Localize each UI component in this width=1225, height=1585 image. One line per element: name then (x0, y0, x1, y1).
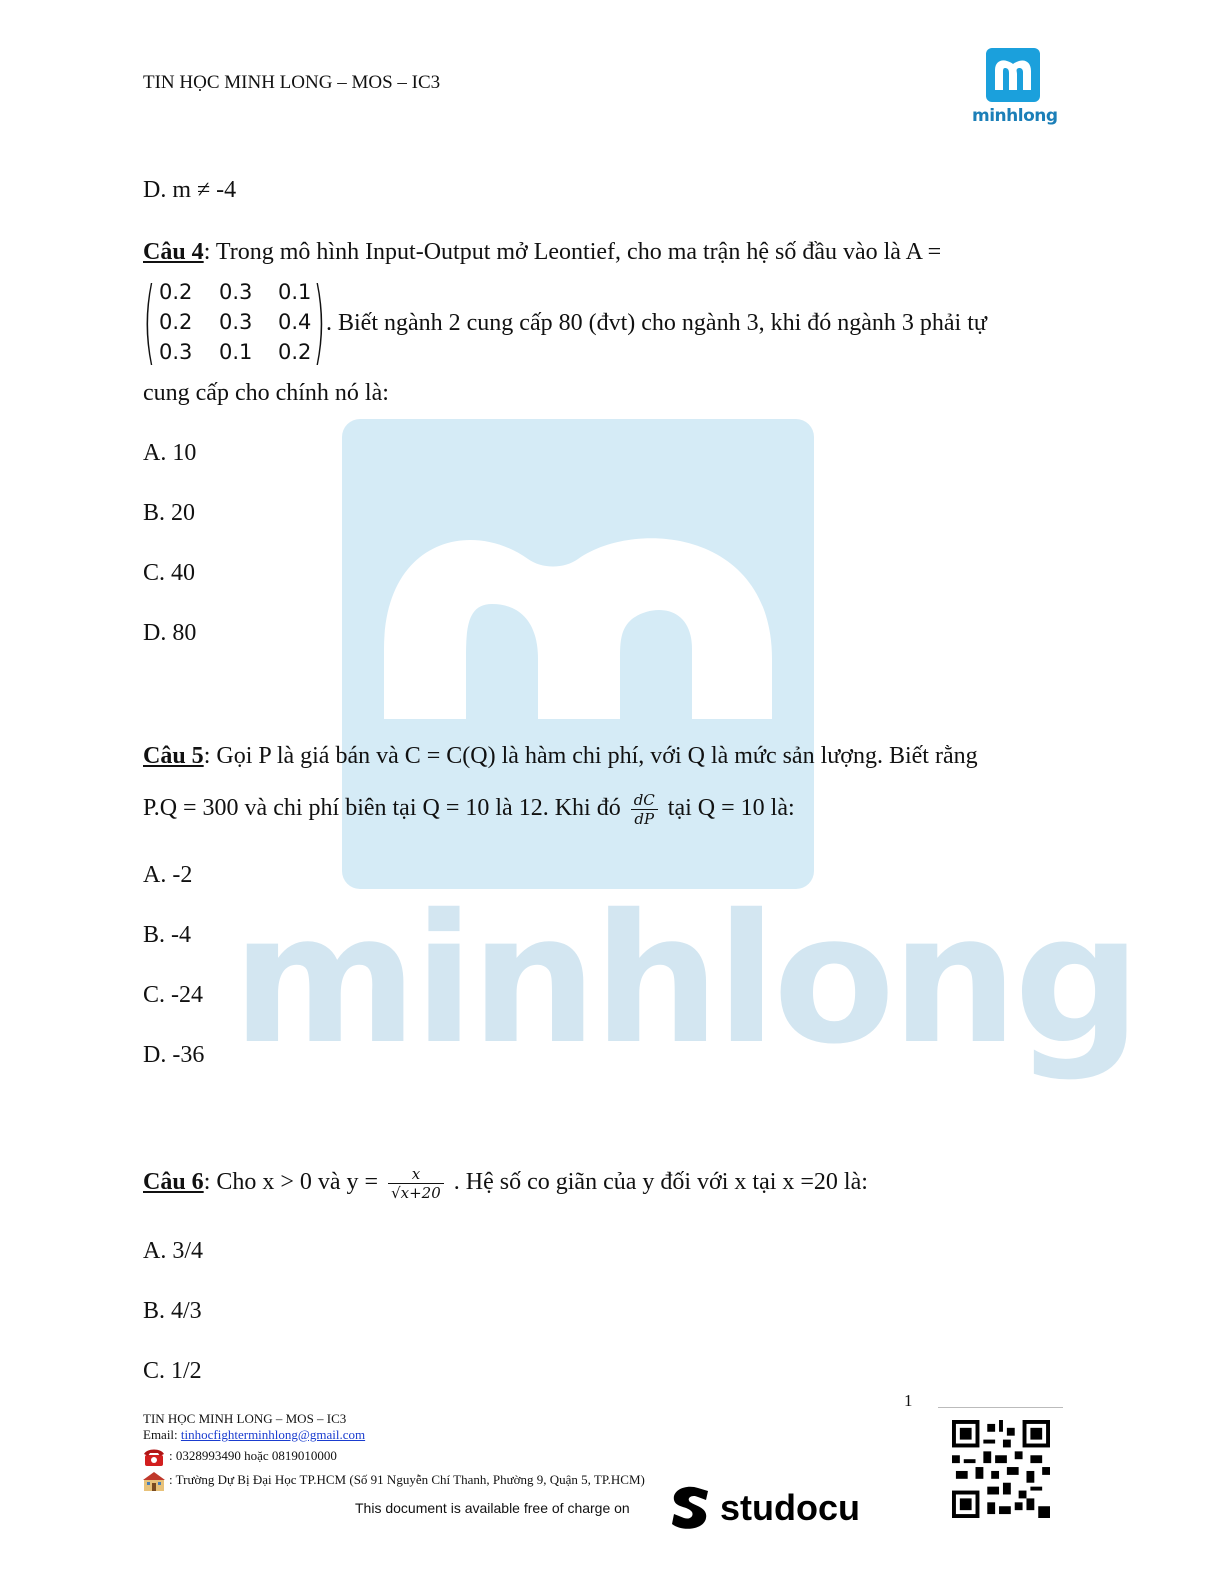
logo-text: minhlong (972, 106, 1058, 126)
footer-address: : Trường Dự Bị Đại Học TP.HCM (Số 91 Nguyễn Chí Thanh, Phường 9, Quận 5, TP.HCM) (169, 1471, 645, 1487)
studocu-logo-icon (668, 1484, 714, 1532)
question-5-option-b: B. -4 (143, 922, 191, 948)
matrix-cell: 0.2 (159, 310, 193, 334)
matrix-cell: 0.1 (278, 280, 312, 304)
page-number: 1 (904, 1391, 913, 1410)
qr-code-icon[interactable] (952, 1420, 1050, 1518)
fraction-numerator: dC (631, 791, 658, 810)
footer-divider (938, 1407, 1063, 1408)
fraction-numerator: x (388, 1165, 444, 1184)
question-4-option-d: D. 80 (143, 620, 197, 646)
matrix-cell: 0.3 (159, 340, 193, 364)
telephone-icon (143, 1447, 165, 1467)
matrix-cell: 0.1 (219, 340, 253, 364)
footer-org: TIN HỌC MINH LONG – MOS – IC3 (143, 1411, 347, 1426)
studocu-text: studocu (720, 1487, 860, 1528)
footer-address-line (143, 1471, 645, 1491)
matrix-cell: 0.3 (219, 310, 253, 334)
matrix-cell: 0.2 (159, 280, 193, 304)
school-building-icon (143, 1471, 165, 1491)
question-6-label: Câu 6 (143, 1169, 204, 1195)
question-6-option-c: C. 1/2 (143, 1358, 202, 1384)
question-5-line-2 (143, 788, 795, 828)
availability-note: This document is available free of charge on (355, 1500, 630, 1516)
question-5-option-a: A. -2 (143, 862, 193, 888)
question-6-text-2: . Hệ số co giãn của y đối với x tại x =20 là: (447, 1169, 868, 1195)
matrix-right-paren: ) (313, 268, 326, 375)
derivative-fraction (631, 791, 658, 828)
fraction-denominator: dP (634, 809, 655, 828)
question-6-text-1: : Cho x > 0 và y = (203, 1169, 385, 1195)
footer-phone-line (143, 1447, 337, 1467)
question-4-text-2: . Biết ngành 2 cung cấp 80 (đvt) cho ngành 3, khi đó ngành 3 phải tự (326, 310, 987, 336)
question-4-option-a: A. 10 (143, 440, 197, 466)
question-4-label: Câu 4 (143, 239, 204, 265)
footer-email-link[interactable]: tinhocfighterminhlong@gmail.com (180, 1427, 366, 1442)
studocu-brand[interactable] (668, 1484, 860, 1532)
matrix-a (143, 268, 333, 375)
question-6-option-a: A. 3/4 (143, 1238, 203, 1264)
footer-phone: : 0328993490 hoặc 0819010000 (169, 1447, 337, 1463)
matrix-left-paren: ( (143, 268, 156, 375)
prev-question-option: D. m ≠ -4 (143, 177, 237, 203)
question-5-option-c: C. -24 (143, 982, 203, 1008)
question-6-line-1 (143, 1162, 868, 1202)
question-6-option-b: B. 4/3 (143, 1298, 202, 1324)
question-5-option-d: D. -36 (143, 1042, 205, 1068)
question-5-label: Câu 5 (143, 743, 204, 769)
matrix-cell: 0.3 (219, 280, 253, 304)
question-5-text-1: : Gọi P là giá bán và C = C(Q) là hàm chi phí, với Q là mức sản lượng. Biết rằng (203, 743, 978, 769)
question-5-text-2b: tại Q = 10 là: (661, 795, 795, 821)
question-5-text-2a: P.Q = 300 và chi phí biên tại Q = 10 là 12. Khi đó (143, 795, 627, 821)
watermark-text: minhlong (232, 876, 1138, 1083)
footer-email-line (143, 1427, 365, 1443)
matrix-cell: 0.4 (278, 310, 312, 334)
matrix-cell: 0.2 (278, 340, 312, 364)
header-title: TIN HỌC MINH LONG – MOS – IC3 (143, 72, 441, 93)
footer-email-label: Email: (143, 1427, 181, 1442)
question-4-text-1: : Trong mô hình Input-Output mở Leontief, cho ma trận hệ số đầu vào là A = (203, 239, 942, 265)
question-5-line-1 (143, 741, 978, 771)
question-4-option-c: C. 40 (143, 560, 196, 586)
fraction-denominator: √x+20 (391, 1183, 441, 1202)
question-4-option-b: B. 20 (143, 500, 196, 526)
question-4-line-1 (143, 237, 941, 267)
question-4-text-3: cung cấp cho chính nó là: (143, 380, 389, 406)
header-logo (972, 48, 1058, 126)
function-fraction (388, 1165, 444, 1202)
logo-m-icon (986, 48, 1040, 102)
